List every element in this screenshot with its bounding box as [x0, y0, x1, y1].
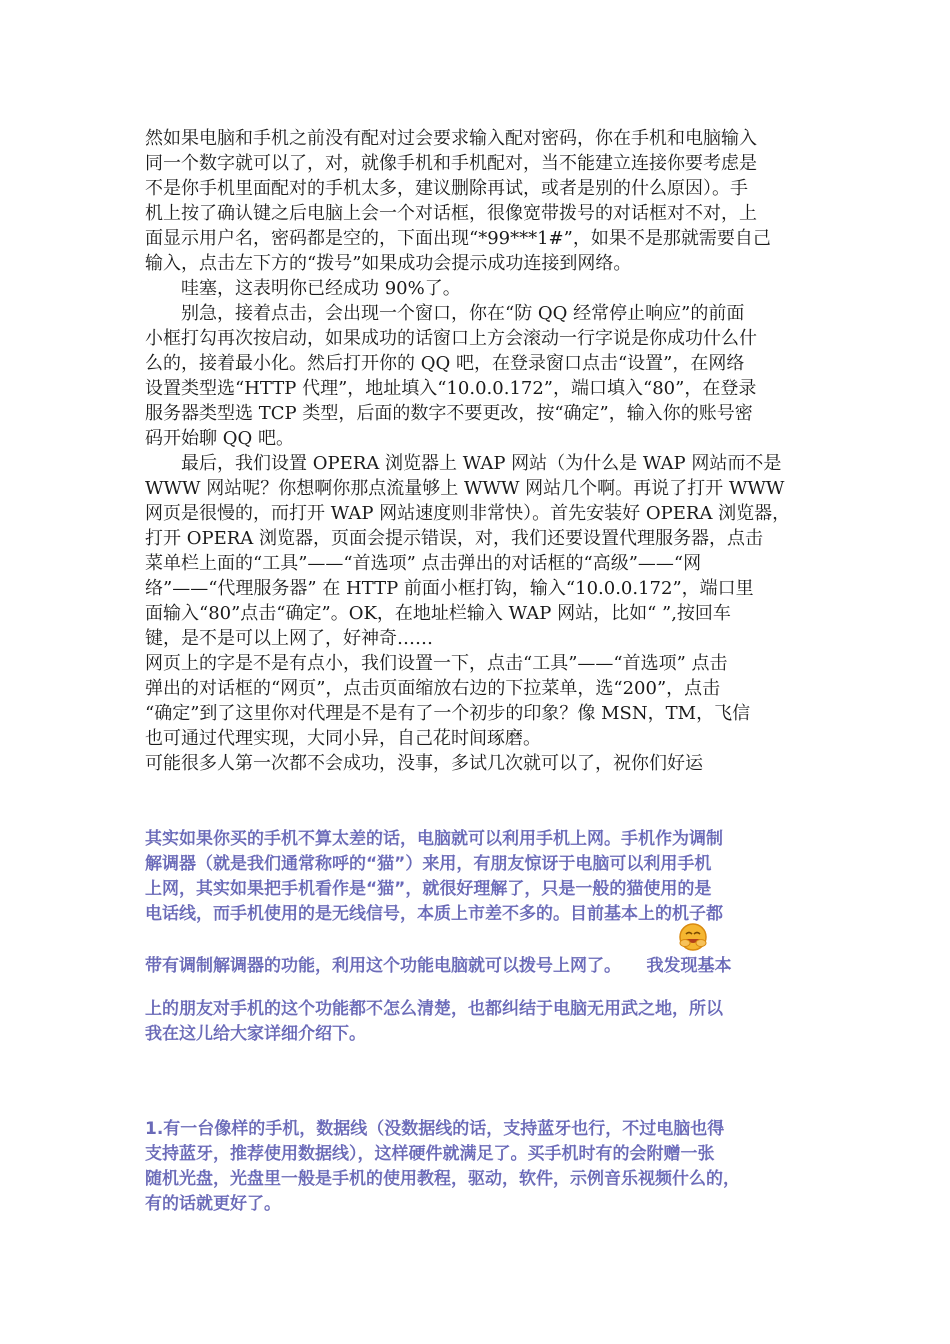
text-line: WWW 网站呢？你想啊你那点流量够上 WWW 网站几个啊。再说了打开 WWW [145, 478, 785, 499]
text-line: 输入，点击左下方的“拨号”如果成功会提示成功连接到网络。 [145, 253, 632, 274]
highlight-text-line: 我在这儿给大家详细介绍下。 [145, 1024, 366, 1044]
text-line: 弹出的对话框的“网页”，点击页面缩放右边的下拉菜单，选“200”，点击 [145, 678, 721, 699]
text-line: 么的，接着最小化。然后打开你的 QQ 吧，在登录窗口点击“设置”，在网络 [145, 353, 745, 374]
text-line: 设置类型选“HTTP 代理”，地址填入“10.0.0.172”，端口填入“80”，在登录 [145, 378, 757, 399]
text-line: 也可通过代理实现，大同小异，自己花时间琢磨。 [145, 728, 541, 749]
text-line: 别急，接着点击，会出现一个窗口，你在“防 QQ 经常停止响应”的前面 [145, 303, 745, 324]
highlight-text-line: 其实如果你买的手机不算太差的话，电脑就可以利用手机上网。手机作为调制 [145, 829, 723, 849]
highlight-text-line: 上的朋友对手机的这个功能都不怎么清楚，也都纠结于电脑无用武之地，所以 [145, 999, 723, 1019]
text-line: 然如果电脑和手机之前没有配对过会要求输入配对密码，你在手机和电脑输入 [145, 128, 757, 149]
text-line: 机上按了确认键之后电脑上会一个对话框，很像宽带拨号的对话框对不对，上 [145, 203, 757, 224]
text-line: 面显示用户名，密码都是空的，下面出现“*99***1#”，如果不是那就需要自己 [145, 228, 771, 249]
highlight-text-line: 解调器（就是我们通常称呼的“猫”）来用，有朋友惊讶于电脑可以利用手机 [145, 854, 712, 874]
text-line: 网页上的字是不是有点小，我们设置一下，点击“工具”——“首选项” 点击 [145, 653, 728, 674]
text-line: 络”——“代理服务器” 在 HTTP 前面小框打钩，输入“10.0.0.172”，端口里 [145, 578, 754, 599]
text-line: 小框打勾再次按启动，如果成功的话窗口上方会滚动一行字说是你成功什么什 [145, 328, 757, 349]
text-line: 面输入“80”点击“确定”。OK，在地址栏输入 WAP 网站，比如“ ”,按回车 [145, 603, 731, 624]
text-line: 不是你手机里面配对的手机太多，建议删除再试，或者是别的什么原因）。手 [145, 178, 748, 199]
text-line: 同一个数字就可以了，对，就像手机和手机配对，当不能建立连接你要考虑是 [145, 153, 757, 174]
text-line: 可能很多人第一次都不会成功，没事，多试几次就可以了，祝你们好运 [145, 753, 703, 774]
text-line: 键，是不是可以上网了，好神奇…… [145, 628, 433, 649]
step-text-line: 随机光盘，光盘里一般是手机的使用教程，驱动，软件，示例音乐视频什么的， [145, 1169, 740, 1189]
smiley-emoji-icon [677, 921, 709, 953]
text-line: 服务器类型选 TCP 类型，后面的数字不要更改，按“确定”，输入你的账号密 [145, 403, 753, 424]
text-line: 网页是很慢的，而打开 WAP 网站速度则非常快）。首先安装好 OPERA 浏览器， [145, 503, 791, 524]
highlight-text-line: 带有调制解调器的功能，利用这个功能电脑就可以拨号上网了。 我发现基本 [145, 956, 732, 976]
highlight-text-line: 电话线，而手机使用的是无线信号，本质上市差不多的。目前基本上的机子都 [145, 904, 723, 924]
step-text-line: 支持蓝牙，推荐使用数据线），这样硬件就满足了。买手机时有的会附赠一张 [145, 1144, 715, 1164]
text-line: 最后，我们设置 OPERA 浏览器上 WAP 网站（为什么是 WAP 网站而不是 [145, 453, 782, 474]
step-text-line: 1.有一台像样的手机，数据线（没数据线的话，支持蓝牙也行，不过电脑也得 [145, 1119, 725, 1139]
text-line: 哇塞，这表明你已经成功 90%了。 [145, 278, 461, 299]
text-line: “确定”到了这里你对代理是不是有了一个初步的印象？像 MSN，TM，飞信 [145, 703, 751, 724]
text-line: 码开始聊 QQ 吧。 [145, 428, 294, 449]
highlight-text-line: 上网，其实如果把手机看作是“猫”，就很好理解了，只是一般的猫使用的是 [145, 879, 712, 899]
step-text-line: 有的话就更好了。 [145, 1194, 281, 1214]
text-line: 打开 OPERA 浏览器，页面会提示错误，对，我们还要设置代理服务器，点击 [145, 528, 763, 549]
text-line: 菜单栏上面的“工具”——“首选项” 点击弹出的对话框的“高级”——“网 [145, 553, 702, 574]
